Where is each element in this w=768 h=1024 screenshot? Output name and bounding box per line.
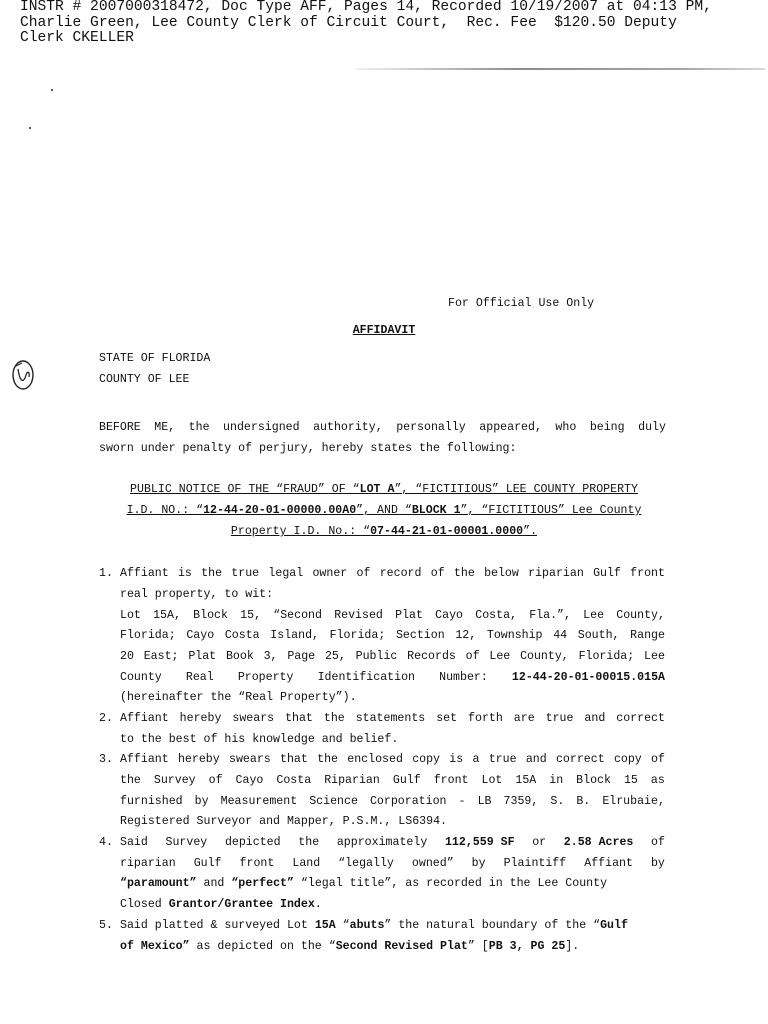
word: swears (228, 753, 271, 766)
word: front (433, 774, 469, 787)
word: enclosed (347, 753, 403, 766)
item-4-line-3 (120, 877, 607, 890)
word: is (449, 753, 464, 766)
text: . (314, 898, 322, 911)
item-3-line-3 (120, 795, 665, 808)
word: copy (412, 753, 441, 766)
word: Lot (120, 609, 141, 622)
word: being (589, 421, 625, 434)
word: 44 (553, 629, 568, 642)
word: Public (355, 650, 398, 663)
word: County, (520, 650, 569, 663)
word: County (120, 671, 162, 684)
item-5-line-1 (120, 919, 665, 932)
word: 25, (324, 650, 346, 663)
word: Real (185, 671, 214, 684)
word: Florida; (578, 650, 635, 663)
word: front (239, 857, 275, 870)
word: personally (396, 421, 466, 434)
text: Closed (120, 898, 169, 911)
word: Cayo (186, 629, 215, 642)
word: Riparian (324, 774, 380, 787)
word: Affiant (584, 857, 633, 870)
word: 3, (263, 650, 278, 663)
item-number: 1. (99, 567, 113, 580)
item-number: 4. (99, 836, 113, 849)
word: that (285, 712, 313, 725)
word: South, (577, 629, 620, 642)
word: true (488, 753, 517, 766)
word: 20 (120, 650, 134, 663)
bold-term: PB 3, PG 25 (488, 940, 566, 953)
bold-term: 2.58 Acres (563, 836, 634, 849)
word: are (513, 712, 535, 725)
item-4-line-2 (120, 857, 665, 870)
item-1-line-4 (120, 629, 665, 642)
word: depicted (224, 836, 281, 849)
notice-bold: 07-44-21-01-00001.0000 (370, 525, 524, 538)
word: Lee (583, 609, 605, 622)
word: hereby (177, 753, 220, 766)
document-title (0, 324, 768, 337)
word: County, (616, 609, 665, 622)
word: 12, (455, 629, 477, 642)
word: Science (309, 795, 358, 808)
word: of (651, 753, 665, 766)
word: Affiant (120, 753, 169, 766)
item-4-line-1 (120, 836, 665, 849)
word: statements (355, 712, 426, 725)
item-3-line-2 (120, 774, 665, 787)
word: record (379, 567, 422, 580)
stamp-line-3: Clerk CKELLER (20, 30, 134, 46)
word: “Second (273, 609, 322, 622)
bold-term: Grantor/Grantee Index (168, 898, 315, 911)
notice-text: PUBLIC NOTICE OF THE “FRAUD” OF “ (130, 483, 360, 496)
word: Section (395, 629, 445, 642)
text: ]. (565, 940, 580, 953)
word: Said (120, 836, 148, 849)
word: the (453, 567, 475, 580)
word: Number: (439, 671, 488, 684)
intro-line-1 (99, 421, 666, 434)
word: Costa (276, 774, 312, 787)
bold-term: “paramount” (120, 877, 197, 890)
item-1-line-2: real property, to wit: (120, 588, 274, 601)
word: 7359, (503, 795, 539, 808)
word: Plat (395, 609, 423, 622)
word: Page (287, 650, 316, 663)
word: Corporation (369, 795, 447, 808)
word: of (430, 567, 445, 580)
notice-text: ”, AND “ (356, 504, 412, 517)
word: legal (268, 567, 304, 580)
word: BEFORE (99, 421, 141, 434)
word: is (177, 567, 192, 580)
word: B. (576, 795, 591, 808)
word: riparian (120, 857, 176, 870)
word: Block (576, 774, 611, 787)
word: 15A (515, 774, 537, 787)
official-use-label: For Official Use Only (448, 297, 595, 310)
word: below (484, 567, 519, 580)
text: ” the natural boundary of the “ (384, 919, 601, 932)
word: duly (638, 421, 666, 434)
word: Identification (317, 671, 415, 684)
item-3-line-1 (120, 753, 665, 766)
word: the (120, 774, 141, 787)
word: correct (616, 712, 665, 725)
word: Block (193, 609, 228, 622)
word: S. (550, 795, 565, 808)
word: as (650, 774, 665, 787)
word: Survey (153, 774, 196, 787)
word: the (317, 753, 338, 766)
notice-bold: 12-44-20-01-00000.00A0 (203, 504, 357, 517)
word: Lee (489, 650, 511, 663)
word: - (458, 795, 466, 808)
word: and (525, 753, 547, 766)
word: appeared, (479, 421, 542, 434)
item-1-line-6 (120, 671, 665, 684)
word: Cayo (235, 774, 264, 787)
word: approximately (336, 836, 428, 849)
bold-term: Second Revised Plat (335, 940, 468, 953)
word: forth (468, 712, 503, 725)
item-5-line-2 (120, 940, 579, 953)
word: the (323, 712, 345, 725)
word: Affiant (120, 712, 169, 725)
word: Gulf (392, 774, 421, 787)
word: 15 (623, 774, 638, 787)
word: furnished (120, 795, 183, 808)
notice-line-1 (114, 483, 654, 496)
scan-speck (51, 89, 53, 91)
notice-text: I.D. NO.: “ (126, 504, 204, 517)
item-1-line-3 (120, 609, 665, 622)
county-line: COUNTY OF LEE (99, 373, 190, 386)
word: riparian (528, 567, 584, 580)
item-1-line-1 (120, 567, 665, 580)
word: Island, (270, 629, 319, 642)
word: the (188, 421, 210, 434)
word: owned” (411, 857, 454, 870)
word: by (194, 795, 209, 808)
word: the (201, 567, 223, 580)
handwritten-initial-mark (10, 357, 36, 391)
text: “legal title”, as recorded in the Lee County (293, 877, 608, 890)
word: in (549, 774, 564, 787)
word: front (630, 567, 665, 580)
word: swears (232, 712, 275, 725)
word: Elrubaie, (602, 795, 665, 808)
word: of (465, 650, 480, 663)
notice-line-2 (114, 504, 654, 517)
intro-line-2: sworn under penalty of perjury, hereby states the following: (99, 442, 517, 455)
word: true (545, 712, 574, 725)
word: of (356, 567, 371, 580)
item-1-line-7: (hereinafter the “Real Property”). (120, 691, 357, 704)
word: 15A, (153, 609, 181, 622)
bold-term: 12-44-20-01-00015.015A (511, 671, 665, 684)
word: Lot (481, 774, 503, 787)
word: hereby (179, 712, 222, 725)
word: authority, (313, 421, 383, 434)
text: as depicted on the “ (189, 940, 336, 953)
bold-term: abuts (349, 919, 385, 932)
word: the (298, 836, 320, 849)
word: correct (555, 753, 605, 766)
word: of (208, 774, 223, 787)
text-run (120, 919, 628, 932)
bold-term: 15A (314, 919, 336, 932)
stamp-line-1: INSTR # 2007000318472, Doc Type AFF, Pages 14, Recorded 10/19/2007 at 04:13 PM, (20, 0, 712, 15)
notice-text: ”. (523, 525, 538, 538)
item-4-line-4 (120, 898, 322, 911)
word: Property (237, 671, 294, 684)
scan-artifact-line (355, 68, 765, 70)
word: copy (613, 753, 642, 766)
word: of (651, 836, 665, 849)
word: Costa, (475, 609, 517, 622)
word: set (436, 712, 458, 725)
word: Costa (224, 629, 260, 642)
notice-text: ”, “FICTITIOUS” Lee County (460, 504, 642, 517)
item-1-line-5 (120, 650, 665, 663)
word: “legally (338, 857, 394, 870)
item-2-line-2: to the best of his knowledge and belief. (120, 733, 399, 746)
word: who (555, 421, 577, 434)
word: Cayo (435, 609, 464, 622)
notice-line-3 (114, 525, 654, 538)
word: Township (486, 629, 543, 642)
item-number: 2. (99, 712, 113, 725)
word: Lee (644, 650, 665, 663)
word: Book (225, 650, 254, 663)
word: Florida; (120, 629, 176, 642)
word: ME, (154, 421, 176, 434)
text: and (196, 877, 232, 890)
word: East; (143, 650, 179, 663)
item-2-line-1 (120, 712, 665, 725)
word: owner (312, 567, 348, 580)
word: by (650, 857, 665, 870)
stamp-line-2: Charlie Green, Lee County Clerk of Circuit Court, Rec. Fee $120.50 Deputy (20, 14, 677, 31)
word: Fla.”, (529, 609, 571, 622)
notice-bold: BLOCK 1 (411, 504, 461, 517)
item-3-line-4: Registered Surveyor and Mapper, P.S.M., LS6394. (120, 815, 447, 828)
word: Range (630, 629, 665, 642)
word: Survey (165, 836, 208, 849)
word: Measurement (220, 795, 298, 808)
notice-text: ”, “FICTITIOUS” LEE COUNTY PROPERTY (394, 483, 638, 496)
bold-term: 112,559 SF (444, 836, 515, 849)
recording-stamp (20, 0, 712, 47)
word: Gulf (593, 567, 621, 580)
state-line: STATE OF FLORIDA (99, 352, 211, 365)
word: Florida; (329, 629, 386, 642)
text: “ (335, 919, 350, 932)
word: Plaintiff (503, 857, 567, 870)
word: that (280, 753, 308, 766)
word: and (584, 712, 606, 725)
word: Plat (188, 650, 217, 663)
bold-term: of Mexico” (120, 940, 190, 953)
word: Records (407, 650, 456, 663)
bold-term: “perfect” (231, 877, 294, 890)
word: or (532, 836, 547, 849)
word: true (231, 567, 260, 580)
word: undersigned (223, 421, 300, 434)
notice-text: Property I.D. No.: “ (230, 525, 371, 538)
word: LB (477, 795, 492, 808)
item-number: 5. (99, 919, 113, 932)
notice-bold: LOT A (359, 483, 395, 496)
word: 15, (240, 609, 262, 622)
word: Affiant (120, 567, 169, 580)
word: Land (292, 857, 321, 870)
word: Revised (334, 609, 383, 622)
word: Gulf (193, 857, 222, 870)
text: ” [ (467, 940, 489, 953)
text: Said platted & surveyed Lot (120, 919, 315, 932)
bold-term: Gulf (600, 919, 628, 932)
item-number: 3. (99, 753, 113, 766)
title-text: AFFIDAVIT (352, 324, 416, 337)
word: by (471, 857, 486, 870)
scan-speck (29, 127, 31, 129)
word: a (472, 753, 480, 766)
